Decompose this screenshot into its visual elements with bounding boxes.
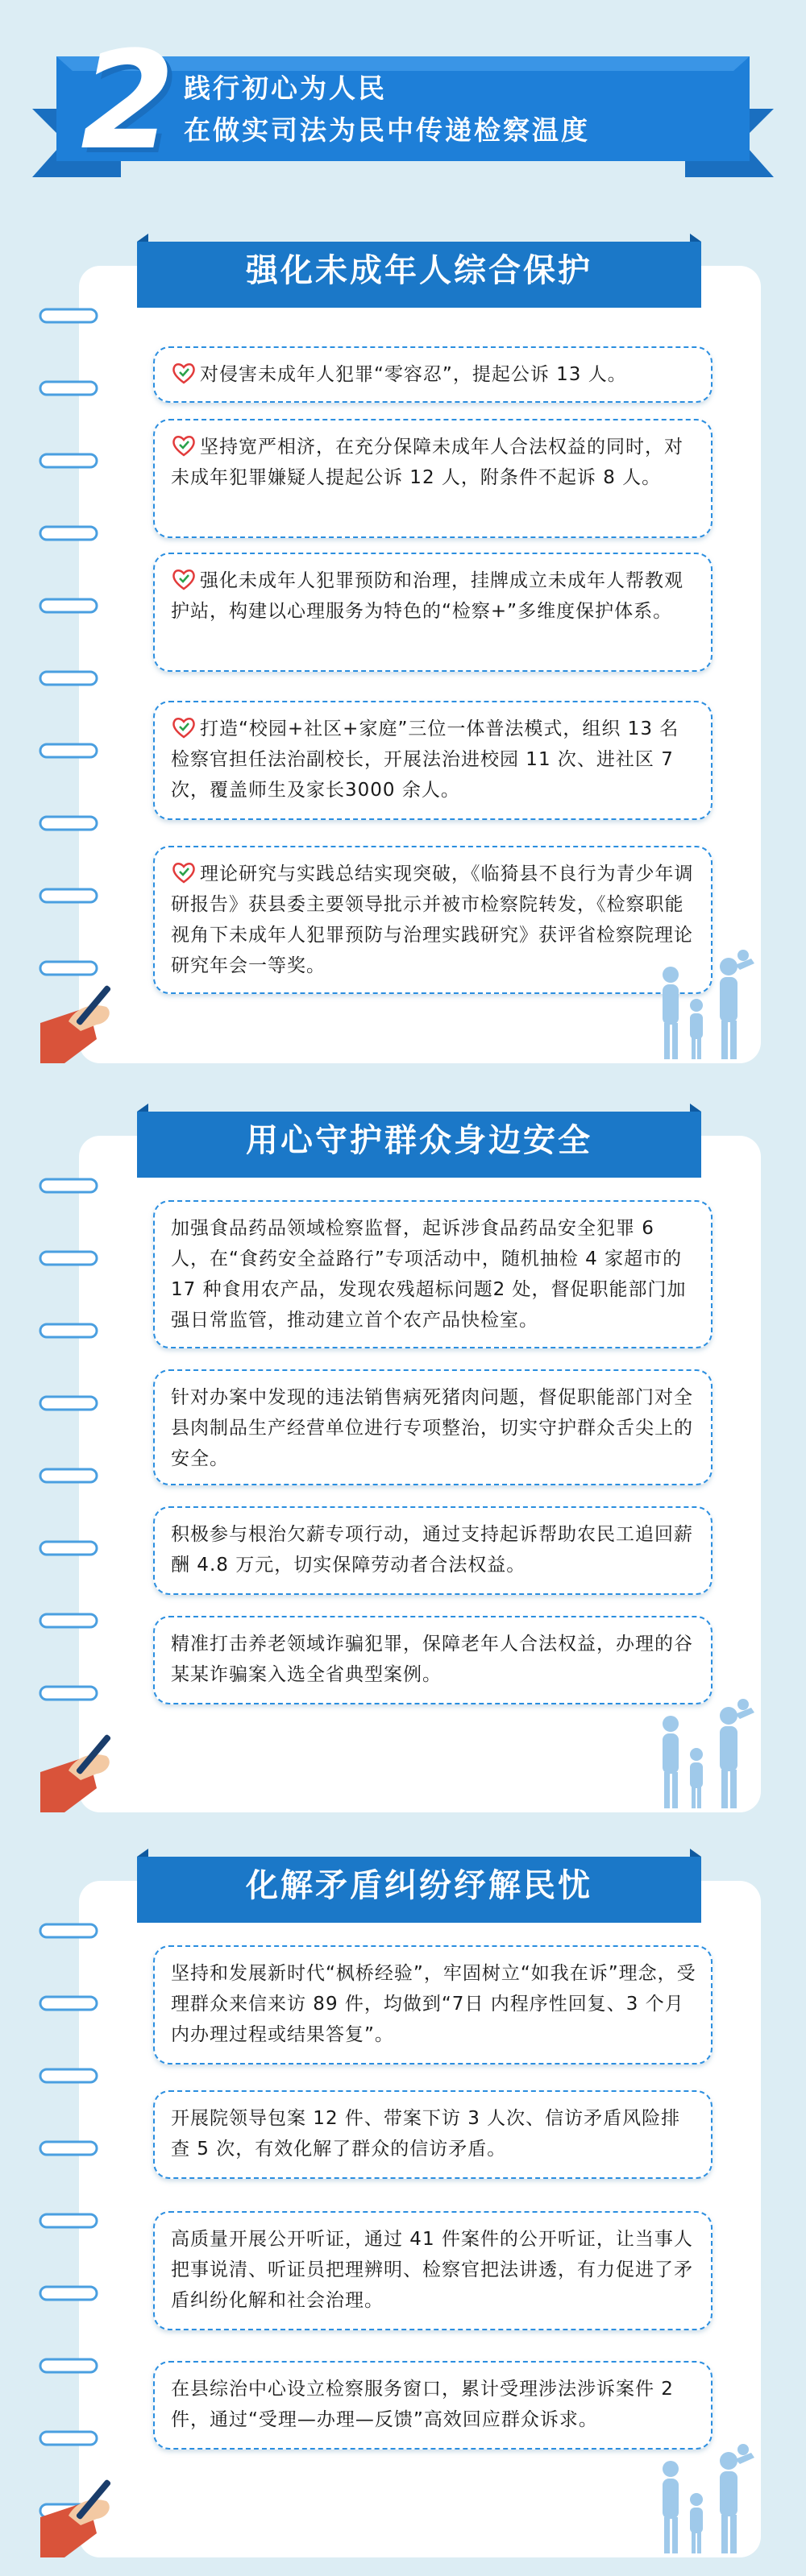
section-title: 强化未成年人综合保护 — [246, 252, 592, 289]
item-text: 开展院领导包案 12 件、带案下访 3 人次、信访矛盾风险排查 5 次，有效化解了群众的信访矛盾。 — [171, 2108, 681, 2160]
binder-ring-icon — [39, 2285, 98, 2301]
section-dispute-resolution — [79, 1867, 761, 2557]
binder-ring-icon — [39, 2430, 98, 2446]
list-item — [153, 346, 713, 403]
list-item — [153, 2211, 713, 2330]
list-item — [153, 1506, 713, 1595]
binder-ring-icon — [39, 1468, 98, 1484]
hand-writing-icon — [32, 2453, 137, 2561]
section-public-safety — [79, 1122, 761, 1812]
section-title-banner — [137, 234, 701, 308]
binder-ring-icon — [39, 1540, 98, 1556]
list-item — [153, 701, 713, 820]
heart-logo-icon — [171, 567, 197, 591]
item-text: 积极参与根治欠薪专项行动，通过支持起诉帮助农民工追回薪酬 4.8 万元，切实保障劳动者合法权益。 — [171, 1524, 693, 1576]
item-text: 精准打击养老领域诈骗犯罪，保障老年人合法权益，办理的谷某某诈骗案入选全省典型案例。 — [171, 1634, 693, 1685]
binder-ring-icon — [39, 1178, 98, 1194]
heart-logo-icon — [171, 860, 197, 884]
list-item — [153, 1200, 713, 1348]
item-text: 打造“校园+社区+家庭”三位一体普法模式，组织 13 名检察官担任法治副校长，开展法治进校园 11 次、进社区 7 次，覆盖师生及家长3000 余人。 — [171, 719, 679, 801]
binder-ring-icon — [39, 1250, 98, 1266]
hand-writing-icon — [32, 959, 137, 1066]
section-title-banner — [137, 1104, 701, 1178]
section-number: 2 — [81, 22, 175, 180]
binder-ring-icon — [39, 2358, 98, 2374]
section-title: 化解矛盾纠纷纾解民忧 — [246, 1867, 592, 1904]
binder-ring-icon — [39, 1613, 98, 1629]
section-minor-protection — [79, 252, 761, 1063]
family-silhouette-icon — [648, 2437, 761, 2561]
family-silhouette-icon — [648, 1692, 761, 1816]
binder-ring-icon — [39, 743, 98, 759]
section-title: 用心守护群众身边安全 — [246, 1122, 592, 1159]
item-text: 强化未成年人犯罪预防和治理，挂牌成立未成年人帮教观护站，构建以心理服务为特色的“检察+”多维度保护体系。 — [171, 570, 683, 622]
list-item — [153, 1369, 713, 1485]
header-banner — [0, 0, 806, 242]
binder-ring-icon — [39, 380, 98, 396]
item-text: 理论研究与实践总结实现突破，《临猗县不良行为青少年调研报告》获县委主要领导批示并被市检察院转发，《检察职能视角下未成年人犯罪预防与治理实践研究》获评省检察院理论研究年会一等奖。 — [171, 863, 694, 976]
binder-ring-icon — [39, 1685, 98, 1701]
list-item — [153, 846, 713, 994]
binder-ring-icon — [39, 2140, 98, 2156]
family-silhouette-icon — [648, 942, 761, 1066]
list-item — [153, 419, 713, 538]
binder-ring-icon — [39, 2068, 98, 2084]
list-item — [153, 2090, 713, 2179]
binder-ring-icon — [39, 1395, 98, 1411]
hand-writing-icon — [32, 1708, 137, 1816]
list-item — [153, 1945, 713, 2065]
header-title-line2: 在做实司法为民中传递检察温度 — [184, 114, 590, 146]
binder-ring-icon — [39, 308, 98, 324]
heart-logo-icon — [171, 361, 197, 385]
item-text: 针对办案中发现的违法销售病死猪肉问题，督促职能部门对全县肉制品生产经营单位进行专项整治，切实守护群众舌尖上的安全。 — [171, 1387, 693, 1469]
binder-ring-icon — [39, 1923, 98, 1939]
list-item — [153, 1616, 713, 1704]
binder-ring-icon — [39, 888, 98, 904]
list-item — [153, 2361, 713, 2450]
heart-logo-icon — [171, 715, 197, 739]
binder-ring-icon — [39, 525, 98, 541]
binder-ring-icon — [39, 815, 98, 831]
item-text: 高质量开展公开听证，通过 41 件案件的公开听证，让当事人把事说清、听证员把理辨明、检察官把法讲透，有力促进了矛盾纠纷化解和社会治理。 — [171, 2229, 693, 2311]
binder-ring-icon — [39, 2213, 98, 2229]
header-title-line1: 践行初心为人民 — [184, 72, 387, 104]
binder-ring-icon — [39, 598, 98, 614]
heart-logo-icon — [171, 433, 197, 458]
item-text: 坚持宽严相济，在充分保障未成年人合法权益的同时，对未成年犯罪嫌疑人提起公诉 12 人，附条件不起诉 8 人。 — [171, 437, 683, 488]
section-title-banner — [137, 1849, 701, 1923]
binder-ring-icon — [39, 670, 98, 686]
list-item — [153, 553, 713, 672]
binder-ring-icon — [39, 1323, 98, 1339]
binder-ring-icon — [39, 453, 98, 469]
binder-ring-icon — [39, 1995, 98, 2011]
item-text: 在县综治中心设立检察服务窗口，累计受理涉法涉诉案件 2 件，通过“受理—办理—反馈”高效回应群众诉求。 — [171, 2379, 674, 2430]
item-text: 对侵害未成年人犯罪“零容忍”，提起公诉 13 人。 — [200, 364, 627, 385]
item-text: 加强食品药品领域检察监督，起诉涉食品药品安全犯罪 6 人，在“食药安全益路行”专项活动中，随机抽检 4 家超市的 17 种食用农产品，发现农残超标问题2 处，督促职能部门加强日常监管，推动建立首个农产品快检室。 — [171, 1218, 687, 1331]
item-text: 坚持和发展新时代“枫桥经验”，牢固树立“如我在诉”理念，受理群众来信来访 89 件，均做到“7日 内程序性回复、3 个月内办理过程或结果答复”。 — [171, 1963, 696, 2045]
